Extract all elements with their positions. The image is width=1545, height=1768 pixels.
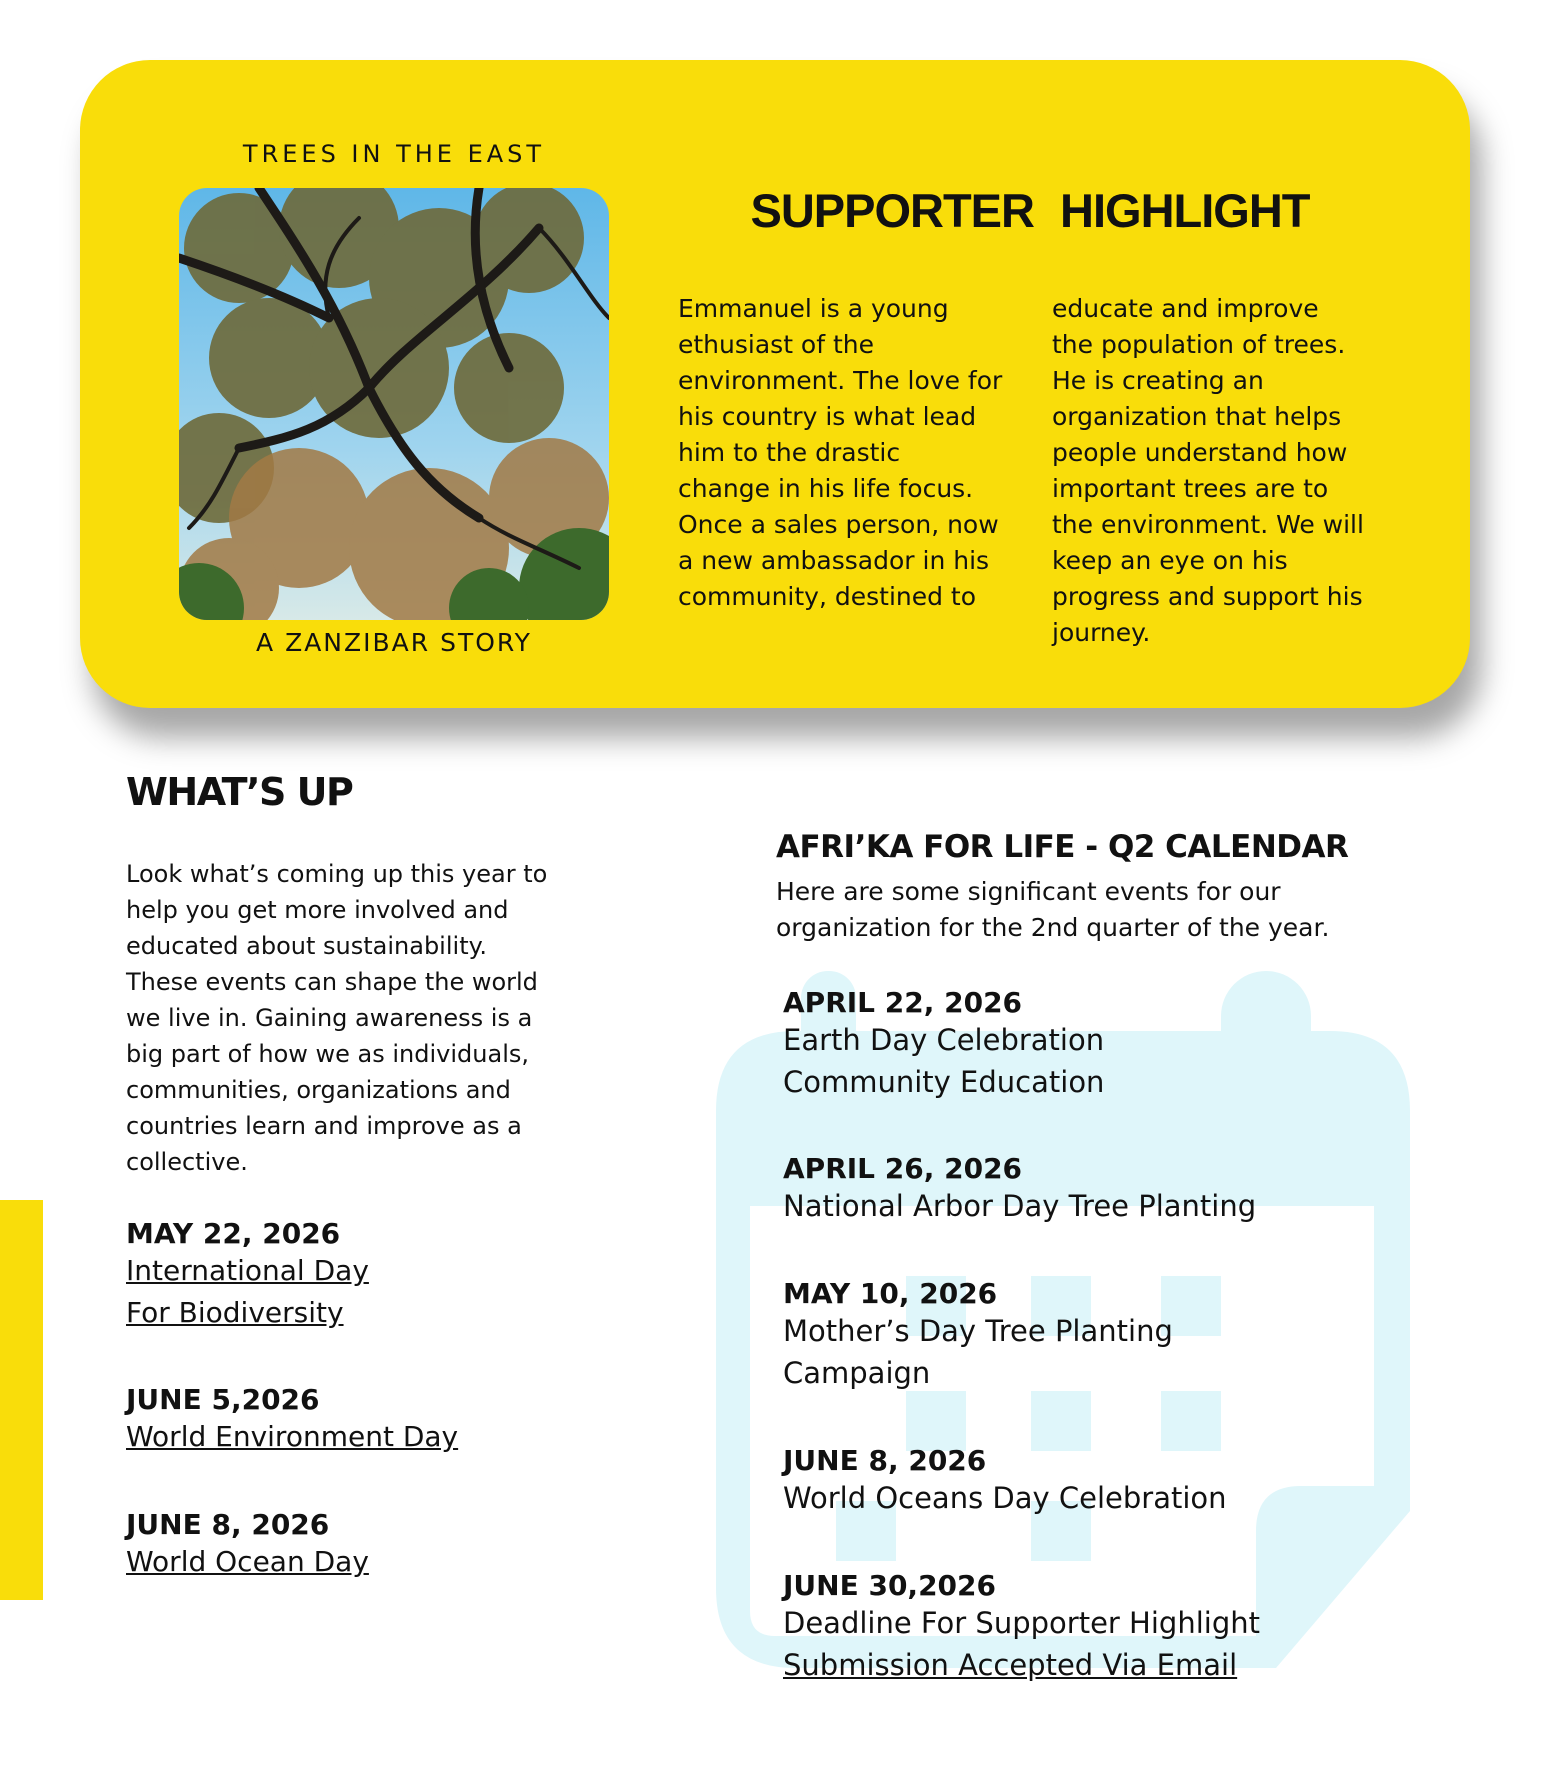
highlight-body-column-1: Emmanuel is a young ethusiast of the environment. The love for his country is what lead him to the drastic change in his life focus. Once a sales person, now a new ambassador in his community, destined to — [678, 294, 1003, 611]
calendar-event-date: JUNE 8, 2026 — [783, 1444, 987, 1477]
calendar-event-date: JUNE 30,2026 — [783, 1569, 996, 1602]
calendar-event-name: World Oceans Day Celebration — [783, 1481, 1227, 1515]
event-link[interactable]: World Ocean Day — [126, 1545, 369, 1578]
event-item — [126, 1383, 458, 1458]
photo-caption: A ZANZIBAR STORY — [256, 628, 532, 657]
calendar-event-name: Deadline For Supporter Highlight — [783, 1606, 1260, 1640]
event-date: JUNE 8, 2026 — [126, 1508, 330, 1541]
highlight-body-column-2: educate and improve the population of trees. He is creating an organization that helps people understand how important trees are to the environment. We will keep an eye on his progress and support his journey. — [1052, 294, 1364, 647]
whats-up-intro: Look what’s coming up this year to help you get more involved and educated about sustainability. These events can shape the world we live in. Gaining awareness is a big part of how we as individuals, communities, organizations and countries learn and improve as a collective. — [126, 860, 548, 1176]
calendar-event — [783, 1152, 1256, 1227]
tree-canopy-photo — [179, 188, 609, 620]
calendar-event-name: Earth Day Celebration Community Education — [783, 1023, 1105, 1099]
calendar-event — [783, 986, 1104, 1103]
calendar-event-date: APRIL 22, 2026 — [783, 986, 1023, 1019]
calendar-event — [783, 1444, 1227, 1519]
event-item — [126, 1217, 369, 1334]
email-submission-link[interactable]: Submission Accepted Via Email — [783, 1648, 1238, 1682]
calendar-event — [783, 1277, 1173, 1394]
calendar-event — [783, 1569, 1260, 1686]
event-link[interactable]: International Day For Biodiversity — [126, 1254, 369, 1329]
event-link[interactable]: World Environment Day — [126, 1420, 459, 1453]
event-date: JUNE 5,2026 — [126, 1383, 320, 1416]
yellow-side-bar — [0, 1200, 43, 1600]
event-item — [126, 1508, 369, 1583]
calendar-event-date: MAY 10, 2026 — [783, 1277, 998, 1310]
photo-eyebrow: TREES IN THE EAST — [242, 140, 546, 168]
calendar-event-date: APRIL 26, 2026 — [783, 1152, 1023, 1185]
calendar-title: AFRI’KA FOR LIFE - Q2 CALENDAR — [776, 829, 1349, 865]
calendar-event-name: Mother’s Day Tree Planting Campaign — [783, 1314, 1173, 1390]
calendar-subtitle: Here are some significant events for our organization for the 2nd quarter of the year. — [776, 877, 1330, 942]
whats-up-title: WHAT’S UP — [126, 770, 353, 814]
supporter-highlight-title: SUPPORTER HIGHLIGHT — [750, 184, 1310, 237]
event-date: MAY 22, 2026 — [126, 1217, 341, 1250]
calendar-event-name: National Arbor Day Tree Planting — [783, 1189, 1257, 1223]
